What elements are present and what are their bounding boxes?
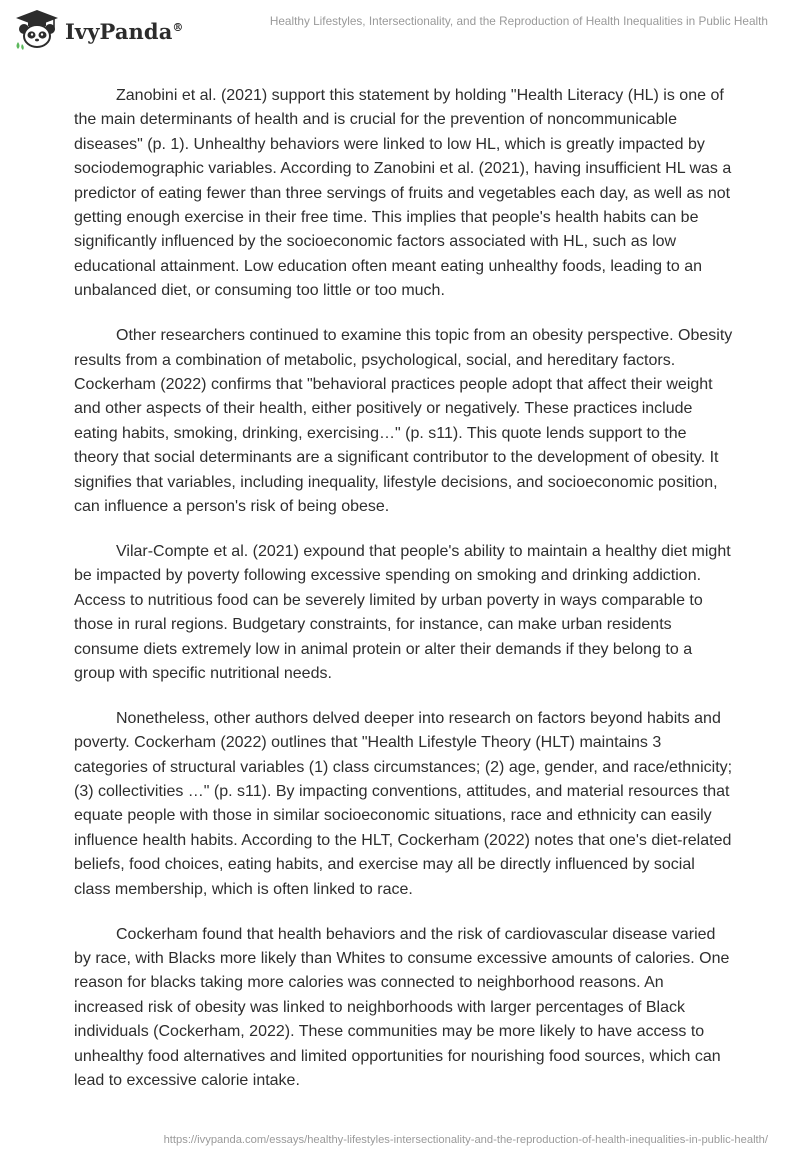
logo-text bbox=[65, 19, 184, 44]
logo-name: IvyPanda bbox=[65, 18, 173, 44]
paragraph: Zanobini et al. (2021) support this statement by holding "Health Literacy (HL) is one of the main determinants of health and is crucial for the prevention of noncommunicable diseases" (p. 1). Unhealthy behaviors were linked to low HL, which is greatly impacted by sociodemographic variables. According to Zanobini et al. (2021), having insufficient HL was a predictor of eating fewer than three servings of fruits and vegetables each day, as well as not getting enough exercise in their free time. This implies that people's health habits can be significantly influenced by the socioeconomic factors associated with HL, such as low educational attainment. Low education often meant eating unhealthy foods, leading to an unbalanced diet, or consuming too little or too much. bbox=[74, 87, 732, 300]
paragraph: Other researchers continued to examine this topic from an obesity perspective. Obesity results from a combination of metabolic, psychological, social, and hereditary factors. Cockerham (2022) confirms that "behavioral practices people adopt that affect their weight and other aspects of their health, either positively or negatively. These practices include eating habits, smoking, drinking, exercising…" (p. s11). This quote lends support to the theory that social determinants are a significant contributor to the development of obesity. It signifies that variables, including inequality, lifestyle decisions, and socioeconomic position, can influence a person's risk of being obese. bbox=[74, 327, 733, 515]
panda-graduate-icon bbox=[14, 8, 60, 50]
page-header bbox=[0, 0, 800, 60]
document-title: Healthy Lifestyles, Intersectionality, and the Reproduction of Health Inequalities in Public Health bbox=[269, 14, 768, 28]
essay-body bbox=[74, 84, 734, 1114]
paragraph: Vilar-Compte et al. (2021) expound that people's ability to maintain a healthy diet might be impacted by poverty following excessive spending on smoking and drinking addiction. Access to nutritious food can be severely limited by urban poverty in ways comparable to those in rural regions. Budgetary constraints, for instance, can make urban residents consume diets extremely low in animal protein or alter their demands if they belong to a group with specific nutritional needs. bbox=[74, 542, 731, 682]
paragraph: Cockerham found that health behaviors and the risk of cardiovascular disease varied by race, with Blacks more likely than Whites to consume excessive amounts of calories. One reason for blacks taking more calories was connected to neighborhood reasons. An increased risk of obesity was linked to neighborhoods with larger percentages of Black individuals (Cockerham, 2022). These communities may be more likely to have access to unhealthy food alternatives and limited opportunities for nourishing food sources, which can lead to excessive calorie intake. bbox=[74, 925, 730, 1090]
ivypanda-logo[interactable] bbox=[14, 8, 184, 50]
registered-mark: ® bbox=[172, 20, 184, 34]
source-url[interactable]: https://ivypanda.com/essays/healthy-lifestyles-intersectionality-and-the-reproduction-of-health-inequalities-in-public-health/ bbox=[163, 1134, 768, 1146]
paragraph: Nonetheless, other authors delved deeper into research on factors beyond habits and poverty. Cockerham (2022) outlines that "Health Lifestyle Theory (HLT) maintains 3 categories of structural variables (1) class circumstances; (2) age, gender, and race/ethnicity; (3) collectivities …" (p. s11). By impacting conventions, attitudes, and material resources that equate people with those in similar socioeconomic situations, race and ethnicity can easily influence health habits. According to the HLT, Cockerham (2022) notes that one's diet-related beliefs, food choices, eating habits, and exercise may all be directly influenced by social class membership, which is often linked to race. bbox=[74, 709, 733, 898]
